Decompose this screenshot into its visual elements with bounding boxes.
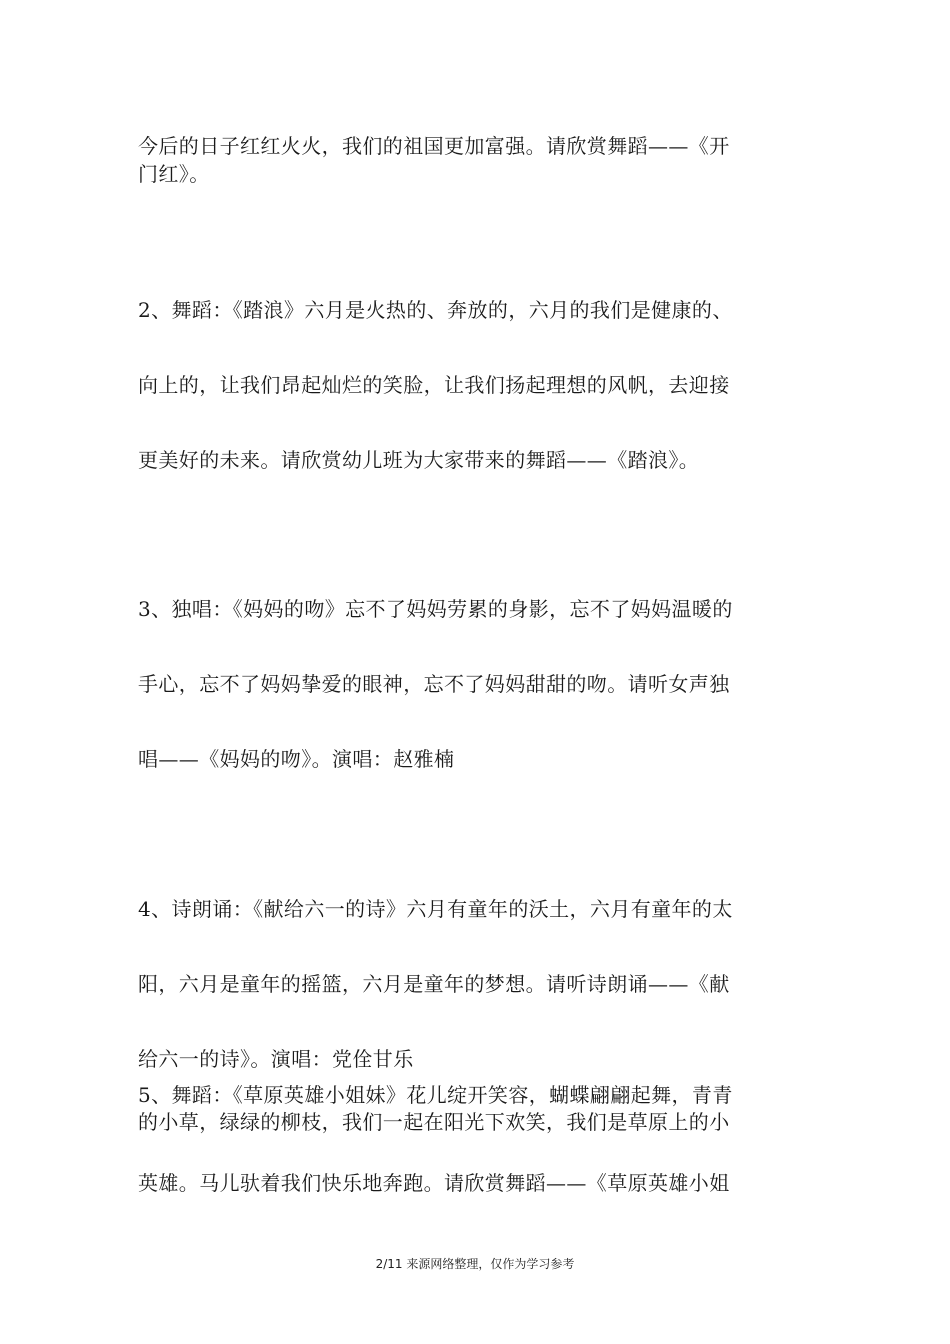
text-line: 的小草，绿绿的柳枝，我们一起在阳光下欢笑，我们是草原上的小	[138, 1110, 730, 1134]
text-line: 阳，六月是童年的摇篮，六月是童年的梦想。请听诗朗诵——《献	[138, 972, 730, 996]
text-line: 更美好的未来。请欣赏幼儿班为大家带来的舞蹈——《踏浪》。	[138, 448, 700, 472]
text-line: 向上的，让我们昂起灿烂的笑脸，让我们扬起理想的风帆，去迎接	[138, 373, 730, 397]
text-line: 手心，忘不了妈妈挚爱的眼神，忘不了妈妈甜甜的吻。请听女声独	[138, 672, 730, 696]
text-line: 英雄。马儿驮着我们快乐地奔跑。请欣赏舞蹈——《草原英雄小姐	[138, 1171, 730, 1195]
text-line: 给六一的诗》。演唱：党佺甘乐	[138, 1047, 414, 1071]
text-line: 2、舞蹈：《踏浪》六月是火热的、奔放的，六月的我们是健康的、	[138, 298, 733, 322]
page-footer: 2/11 来源网络整理，仅作为学习参考	[375, 1257, 575, 1271]
text-line: 门红》。	[138, 162, 210, 186]
text-line: 3、独唱：《妈妈的吻》忘不了妈妈劳累的身影，忘不了妈妈温暖的	[138, 597, 733, 621]
text-line: 唱——《妈妈的吻》。演唱：赵雅楠	[138, 747, 455, 771]
text-line: 4、诗朗诵：《献给六一的诗》六月有童年的沃土，六月有童年的太	[138, 897, 733, 921]
text-line: 今后的日子红红火火，我们的祖国更加富强。请欣赏舞蹈——《开	[138, 134, 730, 158]
text-line: 5、舞蹈：《草原英雄小姐妹》花儿绽开笑容，蝴蝶翩翩起舞，青青	[138, 1083, 733, 1107]
